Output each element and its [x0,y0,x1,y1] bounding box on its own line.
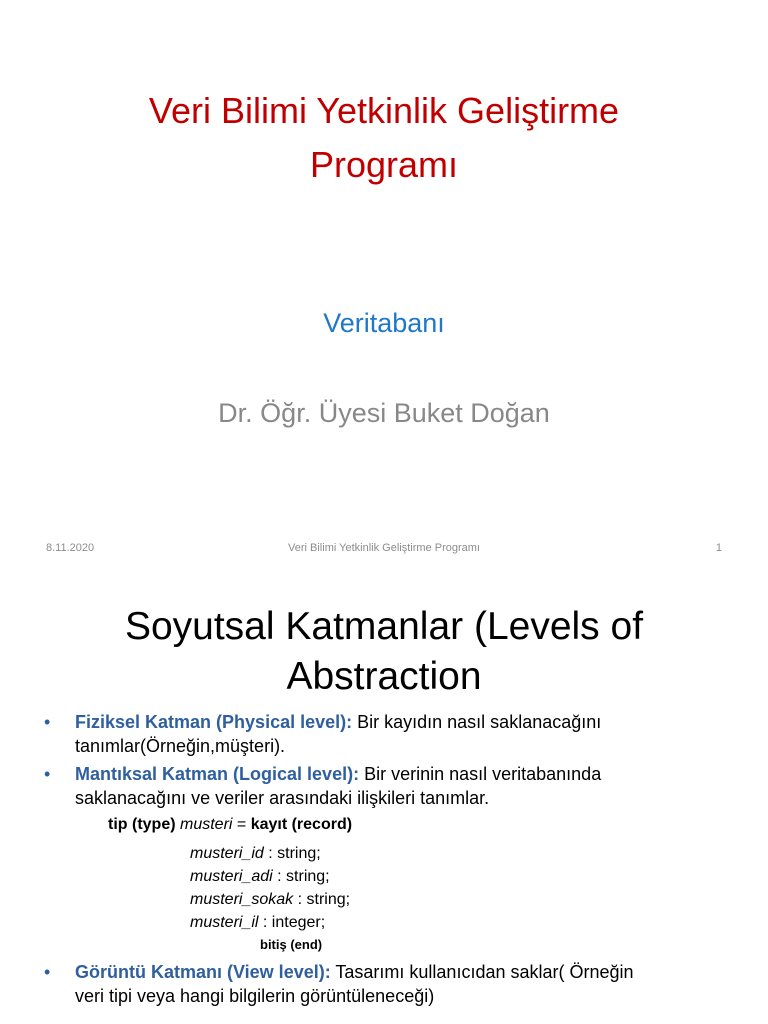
type-equals: = [232,816,251,833]
slide-title-line-2: Programı [309,144,459,185]
record-end: bitiş (end) [260,937,323,952]
bullet-text: veri tipi veya hangi bilgilerin görüntüleneceği) [75,986,435,1006]
field-name: musteri_id [190,845,264,862]
bullet-text: Bir verinin nasıl veritabanında [359,764,602,784]
bullet-label: Fiziksel Katman (Physical level): [75,712,353,732]
content-slide [0,576,768,1024]
footer-date: 8.11.2020 [46,542,95,554]
bullet-view-level [40,960,740,1008]
author-name: Dr. Öğr. Üyesi Buket Doğan [218,398,550,428]
bullet-dot-icon: • [44,764,51,784]
slide-subtitle: Veritabanı [323,308,445,338]
bullet-text: saklanacağını ve veriler arasındaki ilişkileri tanımlar. [75,788,490,808]
bullet-dot-icon: • [44,712,51,732]
bullet-label: Görüntü Katmanı (View level): [75,962,331,982]
type-definition [108,814,740,836]
bullet-text: Bir kayıdın nasıl saklanacağını [352,712,602,732]
record-field [190,842,740,865]
bullet-label: Mantıksal Katman (Logical level): [75,764,360,784]
field-name: musteri_sokak [190,891,294,908]
footer-page-number: 1 [715,542,722,554]
slide-title-line-1: Soyutsal Katmanlar (Levels of [124,605,644,648]
record-field [190,888,740,911]
field-type: : integer; [258,914,326,931]
record-field [190,911,740,934]
slide-title-line-2: Abstraction [286,655,482,698]
type-record: kayıt (record) [250,816,353,833]
bullet-physical-level [40,710,740,758]
slide-title [60,602,708,702]
field-name: musteri_adi [190,868,273,885]
field-type: : string; [272,868,330,885]
type-name: musteri [180,816,233,833]
bullet-list [40,710,740,1012]
slide-title [60,84,708,192]
footer-program-name: Veri Bilimi Yetkinlik Geliştirme Programı [288,542,480,554]
record-field [190,865,740,888]
bullet-dot-icon: • [44,962,51,982]
record-fields [190,842,740,934]
bullet-text: Tasarımı kullanıcıdan saklar( Örneğin [330,962,634,982]
slide-title-line-1: Veri Bilimi Yetkinlik Geliştirme [148,90,620,131]
field-type: : string; [263,845,321,862]
field-name: musteri_il [190,914,259,931]
field-type: : string; [293,891,351,908]
bullet-text: tanımlar(Örneğin,müşteri). [75,736,286,756]
type-keyword: tip (type) [108,816,176,833]
bullet-logical-level [40,762,740,810]
